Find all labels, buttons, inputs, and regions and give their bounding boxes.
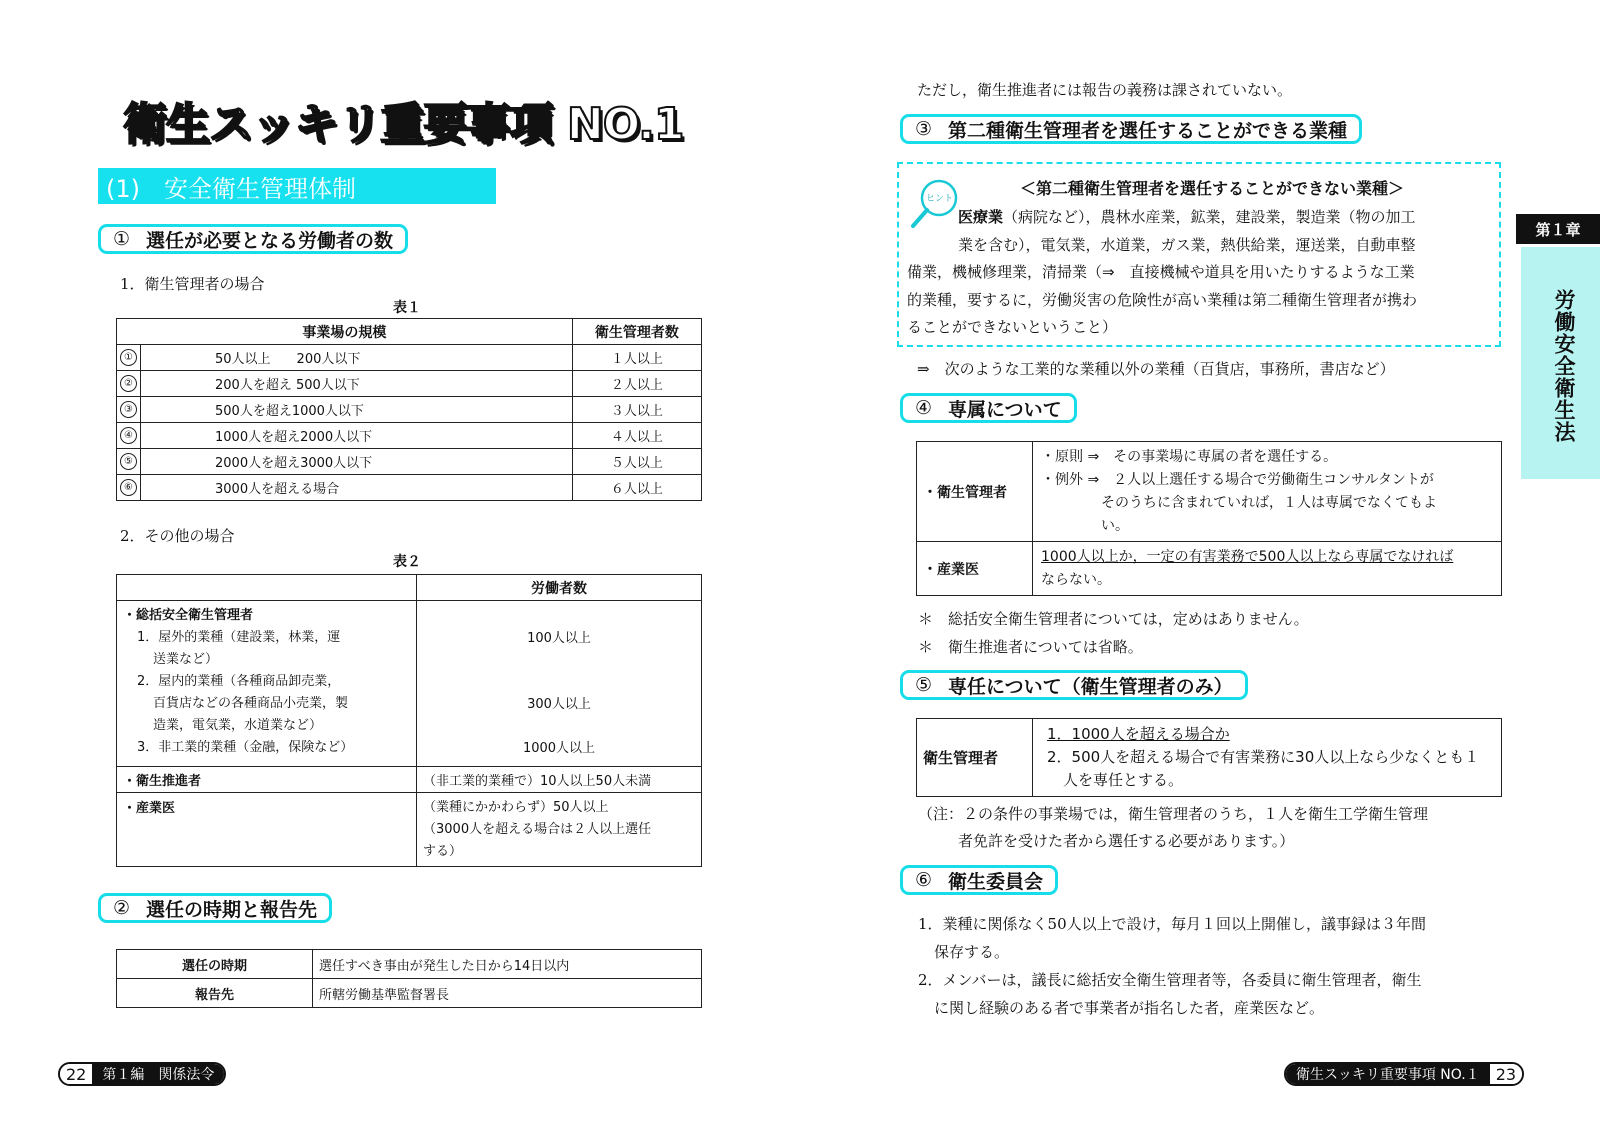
footer-left	[58, 1062, 226, 1086]
chapter-side-title: 労働安全衛生法	[1552, 289, 1576, 443]
paragraph-2b: に関し経験のある者で事業者が指名した者，産業医など。	[934, 999, 1325, 1017]
text-line: そのうちに含まれていれば，１人は専属でなくてもよ	[1101, 494, 1437, 511]
footer-right	[1284, 1062, 1524, 1086]
table-cell: 2000人を超え3000人以下	[141, 449, 573, 475]
table-cell	[1033, 442, 1502, 542]
table-row	[117, 423, 702, 449]
heading-number: ④	[915, 397, 933, 419]
text-line: ・原則 ⇒ その事業場に専属の者を選任する。	[1041, 448, 1338, 465]
note-line-2: 者免許を受けた者から選任する必要があります。）	[958, 832, 1295, 850]
table-header: 衛生管理者数	[572, 319, 701, 345]
text-line: ・例外 ⇒ ２人以上選任する場合で労働衛生コンサルタントが	[1041, 471, 1434, 488]
text-line: 3．非工業的業種（金融，保険など）	[137, 740, 354, 755]
heading-label: 専任について（衛生管理者のみ）	[948, 675, 1233, 698]
row-number: ③	[120, 401, 137, 418]
table-cell: （非工業的業種で）10人以上50人未満	[417, 767, 702, 793]
table-cell: ４人以上	[572, 423, 701, 449]
table-cell: 所轄労働基準監督署長	[313, 979, 702, 1008]
text-line: ることができないということ）	[907, 318, 1118, 336]
table-header: 労働者数	[417, 575, 702, 601]
table-cell	[417, 793, 702, 867]
row-title: ・衛生管理者	[917, 442, 1033, 542]
top-note: ただし，衛生推進者には報告の義務は課されていない。	[917, 81, 1293, 99]
heading-selection-count	[98, 224, 408, 254]
table-row	[917, 719, 1502, 797]
table1-caption: 表１	[393, 300, 421, 316]
heading-label: 第二種衛生管理者を選任することができる業種	[948, 119, 1348, 142]
heading-second-class	[900, 114, 1362, 144]
chapter-side-tab	[1521, 247, 1600, 479]
text-line: い。	[1101, 517, 1129, 534]
text-line: 造業，電気業，水道業など）	[153, 718, 323, 733]
heading-label: 選任が必要となる労働者の数	[146, 229, 394, 252]
table-header-blank	[117, 575, 417, 601]
text-line: 1．1000人を超える場合か	[1047, 725, 1230, 743]
table-cell	[117, 601, 417, 767]
row-title: ・総括安全衛生管理者	[123, 608, 254, 623]
note-star-1: ＊ 総括安全衛生管理者については，定めはありません。	[918, 610, 1309, 628]
table-cell: 200人を超え 500人以下	[141, 371, 573, 397]
text-line: 1000人以上か，一定の有害業務で500人以上なら専属でなければ	[1041, 548, 1454, 565]
hint-lead: 医療業	[958, 208, 1004, 226]
hint-title: ＜第二種衛生管理者を選任することができない業種＞	[1020, 179, 1405, 198]
table5	[916, 718, 1502, 797]
text-line: 2．500人を超える場合で有害業務に30人以上なら少なくとも１	[1047, 748, 1480, 766]
hint-text-top	[958, 204, 1416, 259]
note-star-2: ＊ 衛生推進者については省略。	[918, 638, 1143, 656]
text-line: 送業など）	[153, 652, 219, 667]
text-line: する）	[423, 844, 463, 859]
heading-number: ①	[113, 228, 131, 250]
value-outdoor: 100人以上	[527, 631, 591, 646]
table-cell: 50人以上 200人以下	[141, 345, 573, 371]
table-cell: 選任の時期	[117, 950, 313, 979]
table-cell: 報告先	[117, 979, 313, 1008]
text-line: （病院など），農林水産業，鉱業，建設業，製造業（物の加工	[1003, 208, 1416, 226]
table3	[116, 949, 702, 1008]
table-row	[117, 475, 702, 501]
table-row	[117, 371, 702, 397]
text-line: 業を含む），電気業，水道業，ガス業，熱供給業，運送業，自動車整	[958, 235, 1416, 254]
heading-timing	[98, 893, 332, 923]
table-cell: 500人を超え1000人以下	[141, 397, 573, 423]
table-header-row	[117, 575, 702, 601]
table-header-row	[117, 319, 702, 345]
row-number: ⑥	[120, 479, 137, 496]
table2	[116, 574, 702, 867]
paragraph-1a: 1．業種に関係なく50人以上で設け，毎月１回以上開催し，議事録は３年間	[918, 915, 1427, 933]
value-nonindustrial: 1000人以上	[522, 741, 596, 756]
arrow-note: ⇒ 次のような工業的な業種以外の業種（百貨店，事務所，書店など）	[917, 360, 1395, 378]
page-number: 22	[60, 1064, 92, 1084]
row-number: ⑤	[120, 453, 137, 470]
magnifier-icon	[907, 176, 963, 232]
table-cell: ３人以上	[572, 397, 701, 423]
table-row	[117, 979, 702, 1008]
heading-number: ②	[113, 897, 131, 919]
table-row	[117, 950, 702, 979]
paragraph-2a: 2．メンバーは，議長に総括安全衛生管理者等，各委員に衛生管理者，衛生	[918, 971, 1422, 989]
table-cell: ２人以上	[572, 371, 701, 397]
table-row	[917, 542, 1502, 596]
table-row	[117, 345, 702, 371]
table-row	[117, 767, 702, 793]
heading-label: 専属について	[948, 398, 1062, 421]
heading-exclusive	[900, 393, 1077, 423]
row-title: 衛生管理者	[917, 719, 1033, 797]
hint-text-bottom	[907, 259, 1417, 342]
case2-label: 2．その他の場合	[120, 527, 235, 545]
page-number: 23	[1490, 1064, 1522, 1084]
table-row	[117, 397, 702, 423]
heading-label: 選任の時期と報告先	[146, 898, 318, 921]
heading-full-time	[900, 670, 1248, 700]
footer-label: 衛生スッキリ重要事項 NO.１	[1286, 1064, 1490, 1084]
table4	[916, 441, 1502, 596]
table-cell: 3000人を超える場合	[141, 475, 573, 501]
text-line: （3000人を超える場合は２人以上選任	[423, 822, 652, 837]
table2-caption: 表２	[393, 554, 421, 570]
table-row	[117, 449, 702, 475]
row-title: ・産業医	[117, 793, 417, 867]
case1-label: 1．衛生管理者の場合	[120, 275, 265, 293]
table-cell: ６人以上	[572, 475, 701, 501]
paragraph-1b: 保存する。	[934, 943, 1010, 961]
text-line: 百貨店などの各種商品小売業，製	[153, 696, 349, 711]
table-cell: ５人以上	[572, 449, 701, 475]
table-cell: 選任すべき事由が発生した日から14日以内	[313, 950, 702, 979]
heading-number: ⑥	[915, 869, 933, 891]
chapter-tab: 第１章	[1516, 214, 1600, 244]
magnifier-label: ヒント	[926, 194, 954, 204]
table-cell	[417, 601, 702, 767]
row-number: ②	[120, 375, 137, 392]
heading-label: 衛生委員会	[948, 870, 1044, 893]
table1	[116, 318, 702, 501]
row-title: ・産業医	[917, 542, 1033, 596]
table-row	[117, 601, 702, 767]
text-line: 的業種，要するに，労働災害の危険性が高い業種は第二種衛生管理者が携わ	[907, 290, 1418, 309]
note-line-1: （注：２の条件の事業場では，衛生管理者のうち，１人を衛生工学衛生管理	[918, 805, 1429, 823]
value-indoor: 300人以上	[527, 697, 591, 712]
row-title: ・衛生推進者	[117, 767, 417, 793]
text-line: ならない。	[1041, 571, 1111, 588]
table-row	[117, 793, 702, 867]
text-line: （業種にかかわらず）50人以上	[423, 800, 609, 815]
table-cell	[1033, 542, 1502, 596]
table-cell: １人以上	[572, 345, 701, 371]
page-title: 衛生スッキリ重要事項 NO.1	[123, 99, 684, 150]
heading-committee	[900, 865, 1058, 895]
table-row	[917, 442, 1502, 542]
text-line: 1．屋外的業種（建設業，林業，運	[137, 630, 341, 645]
row-number: ①	[120, 349, 137, 366]
footer-label: 第１編 関係法令	[92, 1064, 224, 1084]
row-number: ④	[120, 427, 137, 444]
section-label: (1) 安全衛生管理体制	[98, 168, 496, 204]
table-header: 事業場の規模	[117, 319, 573, 345]
table-cell	[1033, 719, 1502, 797]
heading-number: ③	[915, 118, 933, 140]
text-line: 人を専任とする。	[1063, 771, 1184, 789]
table-cell: 1000人を超え2000人以下	[141, 423, 573, 449]
text-line: 2．屋内的業種（各種商品卸売業，	[137, 674, 341, 689]
heading-number: ⑤	[915, 674, 933, 696]
text-line: 備業，機械修理業，清掃業（⇒ 直接機械や道具を用いたりするような工業	[907, 263, 1415, 281]
